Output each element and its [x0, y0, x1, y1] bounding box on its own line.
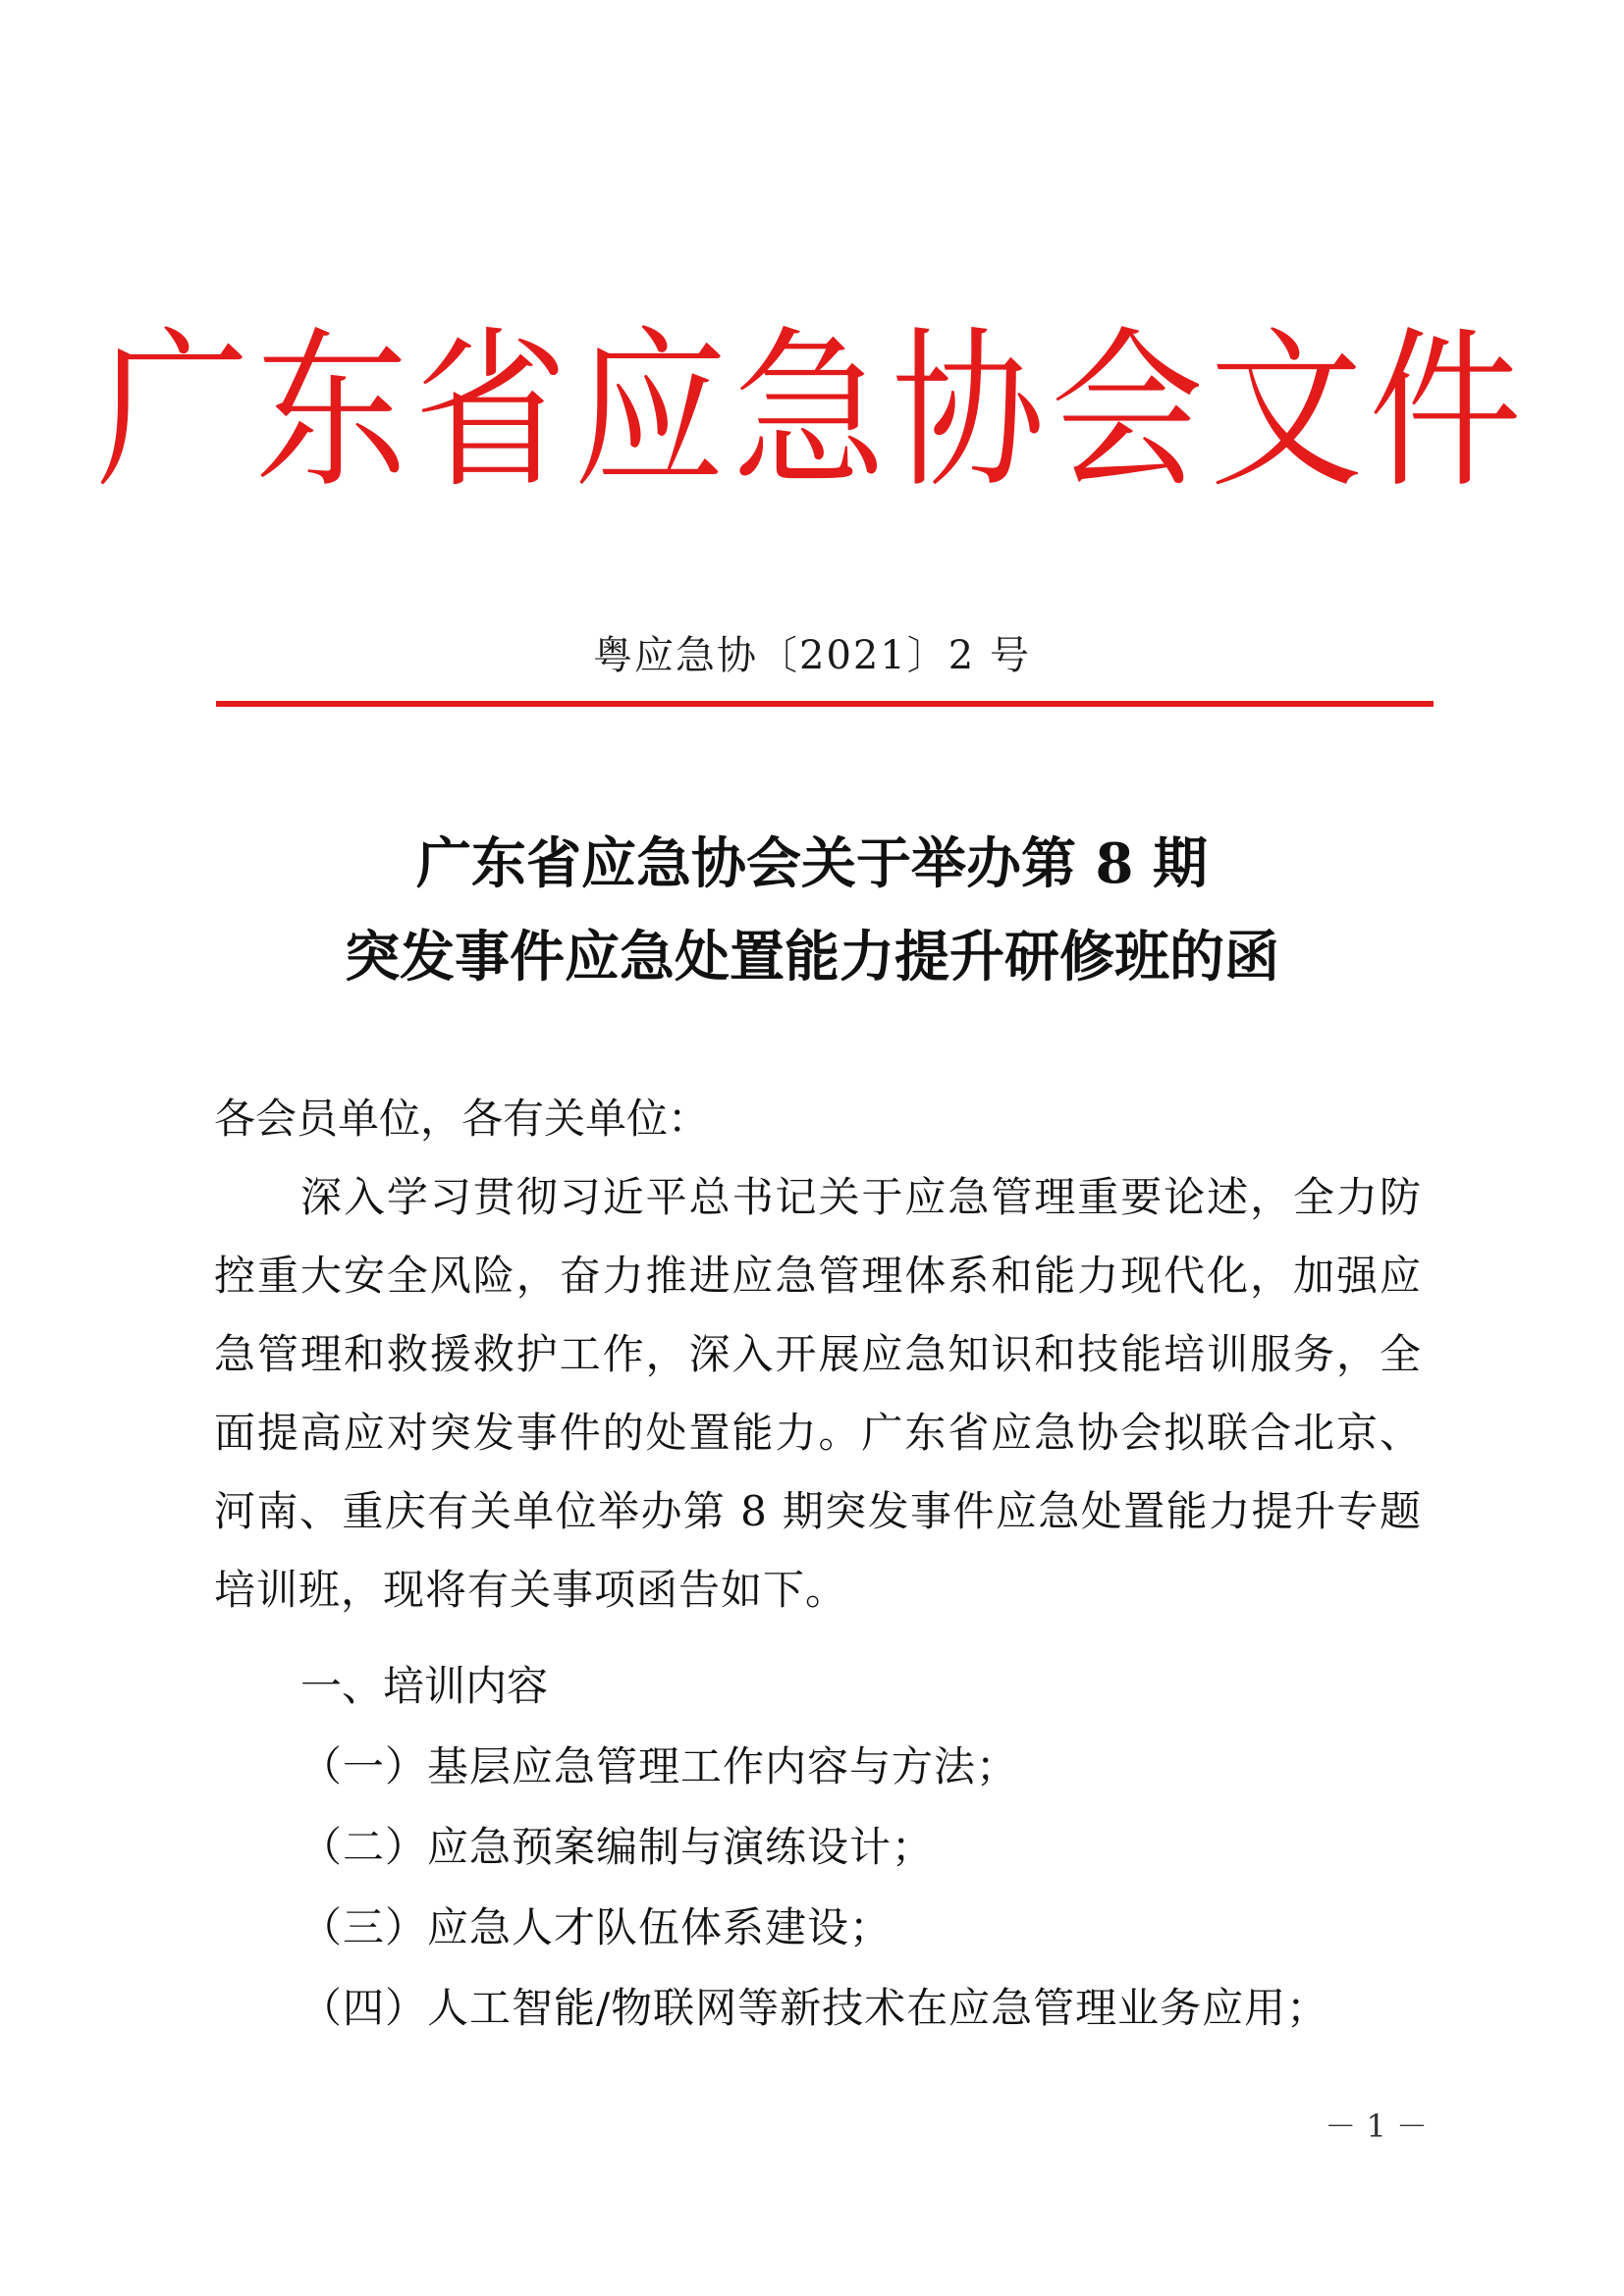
section-heading-training-content: 一、培训内容	[300, 1662, 549, 1710]
list-item: （三）应急人才队伍体系建设；	[300, 1903, 893, 1951]
list-item: （二）应急预案编制与演练设计；	[300, 1823, 935, 1871]
list-item: （一）基层应急管理工作内容与方法；	[300, 1742, 1019, 1790]
document-title-line-2: 突发事件应急处置能力提升研修班的函	[345, 925, 1279, 989]
page-number: － 1 －	[1325, 2108, 1428, 2145]
letterhead-title: 广东省应急协会文件	[96, 310, 1528, 511]
red-divider-line	[216, 701, 1434, 707]
body-paragraph: 深入学习贯彻习近平总书记关于应急管理重要论述，全力防控重大安全风险，奋力推进应急管理体系和能力现代化，加强应急管理和救援救护工作，深入开展应急知识和技能培训服务，全面提高应对突发事件的处置能力。广东省应急协会拟联合北京、河南、重庆有关单位举办第 8 期突发事件应急处置能力提升专题培训班，现将有关事项函告如下。	[214, 1173, 1422, 1614]
list-item: （四）人工智能/物联网等新技术在应急管理业务应用；	[300, 1984, 1329, 2032]
document-number: 粤应急协〔2021〕2 号	[593, 633, 1031, 678]
document-title-line-1: 广东省应急协会关于举办第 8 期	[416, 831, 1208, 896]
salutation: 各会员单位，各有关单位：	[214, 1095, 710, 1143]
